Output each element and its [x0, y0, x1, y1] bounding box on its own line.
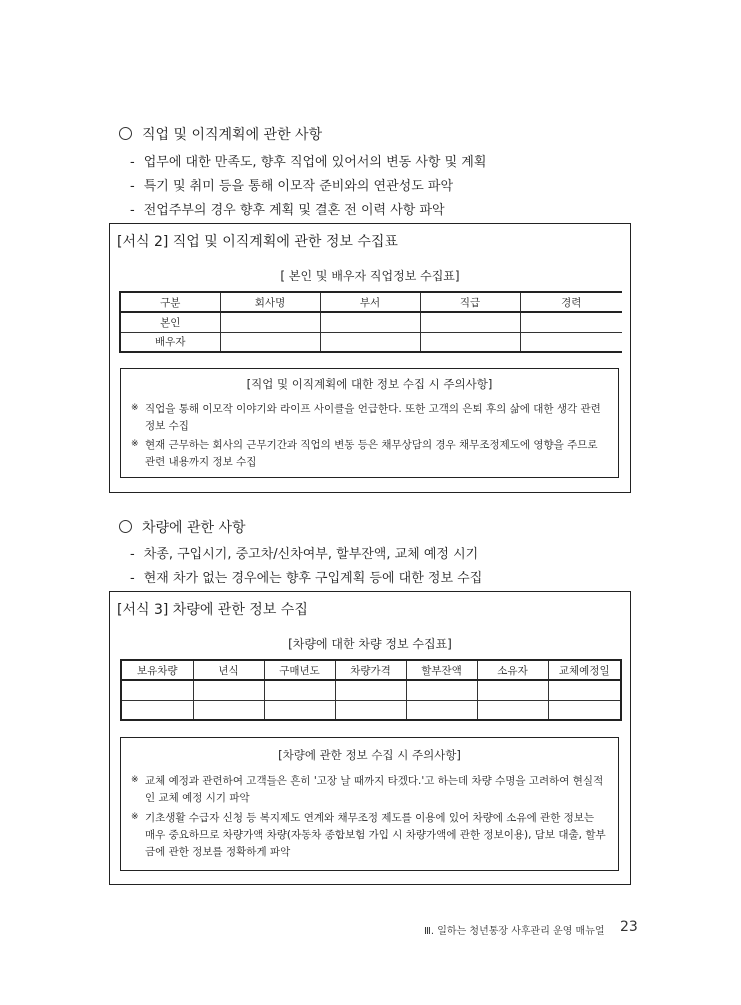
form3-box: [109, 591, 631, 885]
form3-notes-title: [차량에 관한 정보 수집 시 주의사항]: [278, 748, 461, 762]
form3-notes-box: [120, 737, 619, 871]
table-cell: [406, 700, 477, 720]
table-row: [120, 312, 622, 332]
vehicle-info-table: [120, 659, 622, 721]
table-cell: [193, 700, 264, 720]
form2-note: ※ 현재 근무하는 회사의 근무기간과 직업의 변동 등은 채무상담의 경우 채무조정제도에 영향을 주므로 관련 내용까지 정보 수집: [131, 436, 606, 471]
section2-heading: 차량에 관한 사항: [119, 517, 246, 537]
form3-note: ※ 교체 예정과 관련하여 고객들은 흔히 '고장 날 때까지 타겠다.'고 하는데 차량 수명을 고려하여 현실적인 교체 예정 시기 파악: [131, 772, 606, 807]
form2-notes-box: [120, 368, 619, 478]
note-mark-icon: ※: [131, 775, 139, 785]
table-cell: [335, 700, 406, 720]
note-mark-icon: ※: [131, 439, 139, 449]
column-header: 경력: [520, 292, 622, 312]
row-label: 배우자: [120, 332, 220, 352]
form3-note: ※ 기초생활 수급자 신청 등 복지제도 연계와 채무조정 제도를 이용에 있어 차량에 소유에 관한 정보는 매우 중요하므로 차량가액 차량(자동차 종합보험 가입 시 차량가액에 관한 정보이용), 담보 대출, 할부금에 관한 정보를 정확하게 파악: [131, 809, 606, 861]
note-mark-icon: ※: [131, 403, 139, 413]
table-cell: [264, 680, 335, 700]
table-cell: [406, 680, 477, 700]
section2-bullet: - 차종, 구입시기, 중고차/신차여부, 할부잔액, 교체 예정 시기: [130, 547, 479, 562]
section1-heading: 직업 및 이직계획에 관한 사항: [119, 124, 322, 144]
note-mark-icon: ※: [131, 812, 139, 822]
column-header: 년식: [193, 660, 264, 680]
section1-bullet: - 업무에 대한 만족도, 향후 직업에 있어서의 변동 사항 및 계획: [130, 155, 487, 170]
table-cell: [548, 680, 621, 700]
table-cell: [477, 680, 548, 700]
table-cell: [420, 332, 520, 352]
table-cell: [335, 680, 406, 700]
form2-notes-title: [직업 및 이직계획에 대한 정보 수집 시 주의사항]: [246, 377, 493, 391]
table-cell: [220, 312, 320, 332]
table-cell: [420, 312, 520, 332]
column-header: 보유차량: [121, 660, 193, 680]
table-cell: [121, 680, 193, 700]
footer-chapter: Ⅲ. 일하는 청년통장 사후관리 운영 매뉴얼: [424, 926, 605, 937]
column-header: 회사명: [220, 292, 320, 312]
table-cell: [548, 700, 621, 720]
table-cell: [220, 332, 320, 352]
form3-table-title: [차량에 대한 차량 정보 수집표]: [288, 637, 452, 651]
circle-bullet-icon: [119, 127, 132, 140]
section1-bullet: - 특기 및 취미 등을 통해 이모작 준비와의 연관성도 파악: [130, 179, 454, 194]
row-label: 본인: [120, 312, 220, 332]
form2-title: [서식 2] 직업 및 이직계획에 관한 정보 수집표: [117, 234, 398, 250]
table-cell: [264, 700, 335, 720]
column-header: 직급: [420, 292, 520, 312]
column-header: 차량가격: [335, 660, 406, 680]
column-header: 소유자: [477, 660, 548, 680]
column-header: 구분: [120, 292, 220, 312]
table-cell: [193, 680, 264, 700]
table-cell: [320, 332, 420, 352]
column-header: 교체예정일: [548, 660, 621, 680]
form3-title: [서식 3] 차량에 관한 정보 수집: [117, 602, 308, 618]
table-cell: [477, 700, 548, 720]
table-cell: [320, 312, 420, 332]
job-info-table: [119, 291, 622, 353]
circle-bullet-icon: [119, 520, 132, 533]
table-row: [120, 332, 622, 352]
table-row: [121, 700, 621, 720]
column-header: 구매년도: [264, 660, 335, 680]
table-row: [121, 680, 621, 700]
form2-note: ※ 직업을 통해 이모작 이야기와 라이프 사이클을 언급한다. 또한 고객의 은퇴 후의 삶에 대한 생각 관련 정보 수집: [131, 400, 606, 435]
section2-bullet: - 현재 차가 없는 경우에는 향후 구입계획 등에 대한 정보 수집: [130, 571, 483, 586]
section1-bullet: - 전업주부의 경우 향후 계획 및 결혼 전 이력 사항 파악: [130, 203, 445, 218]
column-header: 부서: [320, 292, 420, 312]
table-cell: [121, 700, 193, 720]
column-header: 할부잔액: [406, 660, 477, 680]
form2-table-title: [ 본인 및 배우자 직업정보 수집표]: [280, 269, 460, 283]
page-number: 23: [620, 919, 638, 935]
form2-box: [109, 223, 631, 493]
table-cell: [520, 332, 622, 352]
table-cell: [520, 312, 622, 332]
